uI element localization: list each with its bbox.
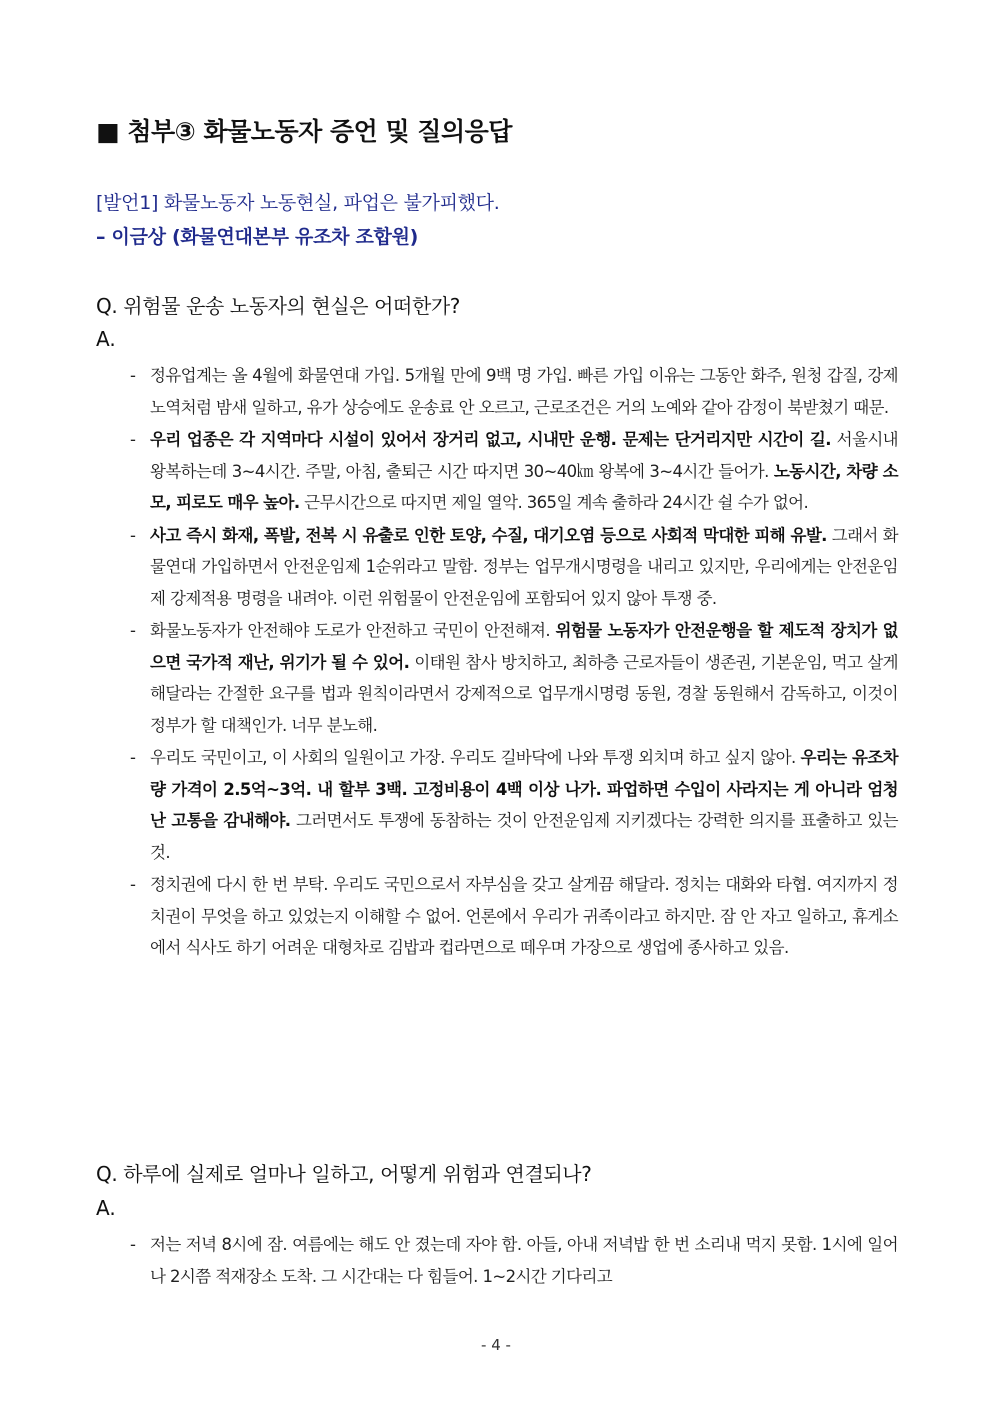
answer-list-2 [130,1229,898,1293]
answer-bullet [130,360,898,423]
bullet-text: 그러면서도 투쟁에 동참하는 것이 안전운임제 지키겠다는 강력한 의지를 표출하고 있는 것. [150,811,898,862]
answer-bullet [130,615,898,741]
bullet-text: 서울시내 왕복하는데 3~4시간. 주말, 아침, 출퇴근 시간 따지면 30~40㎞ 왕복에 3~4시간 들어가. [150,430,898,481]
speaker-heading: [발언1] 화물노동자 노동현실, 파업은 불가피했다. [96,192,500,214]
bullet-text: 정치권에 다시 한 번 부탁. 우리도 국민으로서 자부심을 갖고 살게끔 해달라. 정치는 대화와 타협. 여지까지 정치권이 무엇을 하고 있었는지 이해할 수 없어. 언론에서 우리가 귀족이라고 하지만. 잠 안 자고 일하고, 휴게소에서 식사도 하기 어려운 대형차로 김밥과 컵라면으로 떼우며 가장으로 생업에 종사하고 있음. [150,875,898,957]
page-title: ■ 첨부③ 화물노동자 증언 및 질의응답 [96,117,512,146]
answer-bullet [130,1229,898,1292]
answer-list-1 [130,360,898,965]
question-1: Q. 위험물 운송 노동자의 현실은 어떠한가? [96,294,461,318]
bullet-text-bold: 우리 업종은 각 지역마다 시설이 있어서 장거리 없고, 시내만 운행. 문제는 단거리지만 시간이 길. [150,430,831,449]
bullet-dash: - [130,621,136,640]
bullet-dash: - [130,525,136,545]
speaker-name: – 이금상 (화물연대본부 유조차 조합원) [96,226,419,248]
bullet-text-bold: 위험물 노동자가 안전운행을 할 제도적 장치가 없으면 국가적 재난, 위기가 될 수 있어. [150,621,898,672]
question-2: Q. 하루에 실제로 얼마나 일하고, 어떻게 위험과 연결되나? [96,1162,592,1186]
bullet-dash: - [130,748,136,767]
bullet-dash: - [130,430,136,449]
answer-bullet [130,869,898,964]
bullet-dash: - [130,875,136,894]
answer-bullet [130,520,898,615]
answer-bullet [130,424,898,519]
answer-label-1: A. [96,327,116,351]
bullet-text: 이태원 참사 방치하고, 최하층 근로자들이 생존권, 기본운임, 먹고 살게 해달라는 간절한 요구를 법과 원칙이라면서 강제적으로 업무개시명령 동원, 경찰 동원해서 감독하고, 이것이 정부가 할 대책인가. 너무 분노해. [150,652,898,735]
bullet-text: 화물노동자가 안전해야 도로가 안전하고 국민이 안전해져. [150,621,556,640]
bullet-text: 근무시간으로 따지면 제일 열악. 365일 계속 출하라 24시간 쉴 수가 없어. [299,493,809,512]
answer-label-2: A. [96,1196,116,1220]
bullet-text-bold: 노동시간, 차량 소모, 피로도 매우 높아. [150,461,898,512]
bullet-text: 우리도 국민이고, 이 사회의 일원이고 가장. 우리도 길바닥에 나와 투쟁 외치며 하고 싶지 않아. [150,748,801,767]
bullet-dash: - [130,1235,136,1254]
answer-bullet [130,742,898,868]
bullet-text: 그래서 화물연대 가입하면서 안전운임제 1순위라고 말함. 정부는 업무개시명령을 내리고 있지만, 우리에게는 안전운임제 강제적용 명령을 내려야. 이런 위험물이 안전운임에 포함되어 있지 않아 투쟁 중. [150,525,898,608]
bullet-dash: - [130,366,136,385]
bullet-text-bold: 우리는 유조차량 가격이 2.5억~3억. 내 할부 3백. 고정비용이 4백 이상 나가. 파업하면 수입이 사라지는 게 아니라 엄청난 고통을 감내해야. [150,748,898,830]
page-number: - 4 - [481,1336,511,1354]
bullet-text: 저는 저녁 8시에 잠. 여름에는 해도 안 졌는데 자야 함. 아들, 아내 저녁밥 한 번 소리내 먹지 못함. 1시에 일어나 2시쯤 적재장소 도착. 그 시간대는 다 힘들어. 1~2시간 기다리고 [150,1235,898,1286]
bullet-text-bold: 사고 즉시 화재, 폭발, 전복 시 유출로 인한 토양, 수질, 대기오염 등으로 사회적 막대한 피해 유발. [150,525,827,545]
bullet-text: 정유업계는 올 4월에 화물연대 가입. 5개월 만에 9백 명 가입. 빠른 가입 이유는 그동안 화주, 원청 갑질, 강제노역처럼 밤새 일하고, 유가 상승에도 운송료 안 오르고, 근로조건은 거의 노예와 같아 감정이 북받쳤기 때문. [150,366,898,417]
